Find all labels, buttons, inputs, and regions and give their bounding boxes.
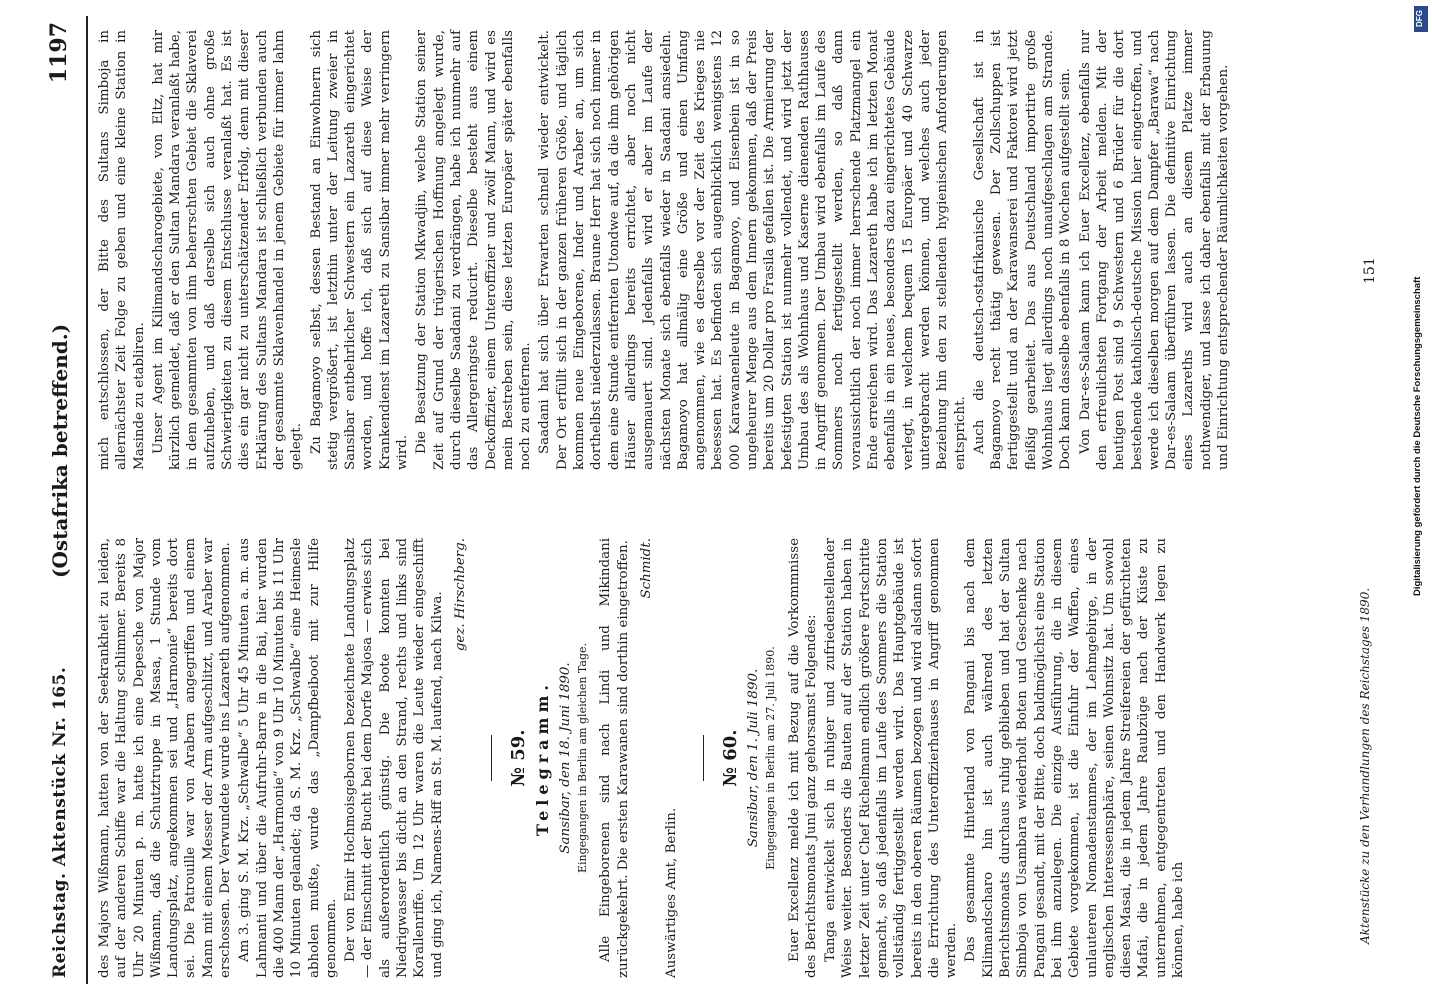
paragraph: Das gesammte Hinterland von Pangani bis nach dem Kilimandscharo hin ist auch während des letzten Berichtsmonats durchaus ruhig geblieben und hat der Sultan Simboja von Usambara wiederholt Boten und Geschenke nach Pangani gesandt, mit der Bitte, doch baldmöglichst eine Station bei ihm anzulegen. Die einzige Ausführung, die in diesem Gebiete vorgekommen, ist die Einfuhr der Waffen, eines unlauteren Nomadenstammes, der im Lehmgebirge, in der englischen Interessensphäre, seinen Wohnsitz hat. Um sowohl diesen Masai, die in jedem Jahre Streifereien der gefürchteten Mafai, die in jedem Jahre Raubzüge nach der Küste zu unternehmen, entgegentreten und den Handwerk legen zu können, habe ich (963, 538, 1187, 978)
header-left: Reichstag. Aktenstück Nr. 165. (50, 666, 70, 978)
paragraph: Auch die deutsch-ostafrikanische Gesellschaft ist in Bagamoyo recht thätig gewesen. Der Zollschuppen ist fertiggestellt und an der Karawanserei und Faktorei wird jetzt fleißig gearbeitet. Das aus Deutschland importirte große Wohnhaus liegt allerdings noch unaufgeschlagen am Strande. Doch kann dasselbe ebenfalls in 8 Wochen aufgestellt sein. (971, 30, 1074, 470)
dfg-logo-icon: DFG (1414, 6, 1428, 32)
column-left (96, 538, 1189, 978)
received-note: Eingegangen in Berlin am 27. Juli 1890. (764, 646, 778, 870)
paragraph: Tanga entwickelt sich in ruhiger und zufriedenstellender Weise weiter. Besonders die Bauten auf der Station haben in letzter Zeit unter Chef Richelmann endlich größere Fortschritte gemacht, so daß jedenfalls im Laufe des Sommers die Station vollständig fertiggestellt werden wird. Das Hauptgebäude ist bereits in den oberen Räumen bezogen und wird alsdann sofort die Errichtung des Unteroffizierhauses in Angriff genommen werden. (823, 538, 960, 978)
page-header (40, 16, 86, 984)
paragraph: Alle Eingeborenen sind nach Lindi und Mikindani zurückgekehrt. Die ersten Karawanen sind dorthin eingetroffen. (598, 538, 631, 978)
document-page (40, 16, 1400, 984)
sheet-number: 151 (1362, 257, 1378, 284)
paragraph: Zu Bagamoyo selbst, dessen Bestand an Einwohnern sich stetig vergrößert, ist letzthin unter der Leitung zweier in Sansibar entbehrlicher Schwestern ein Lazareth eingerichtet worden, und hoffe ich, daß sich auf diese Weise der Krankendienst im Lazareth zu Sansibar immer mehr verringern wird. (308, 30, 411, 470)
paragraph: Am 3. ging S. M. Krz. „Schwalbe“ 5 Uhr 45 Minuten a. m. aus Lahmanti und über die Aufruhr-Barre in die Bai, hier wurden die 400 Mann der „Harmonie“ von 9 Uhr 10 Minuten bis 11 Uhr 10 Minuten gelandet; da S. M. Krz. „Schwalbe“ eine Heimesle abholen mußte, wurde das „Dampfbeiboot mit zur Hilfe genommen. (237, 538, 339, 978)
credit-text: Digitalisierung gefördert durch die Deutsche Forschungsgemeinschaft (1412, 276, 1423, 596)
paragraph: des Majors Wißmann, hatten von der Seekrankheit zu leiden, auf der anderen Schiffe war die Haltung schlimmer. Bereits 8 Uhr 20 Minuten p. m. hatte ich eine Depesche von Major Wißmann, daß die Schutztruppe in Msasa, 1 Stunde vom Landungsplatz, angekommen sei und „Harmonie“ bereits dort sei. Die Patrouille war von Arabern angegriffen und einem Mann mit einem Messer der Arm aufgeschlitzt, und Araber war erschossen. Der Verwundete wurde ins Lazareth aufgenommen. (97, 538, 234, 978)
place-date: Sansibar, den 1. Juli 1890. (745, 668, 761, 848)
paragraph: Von Dar-es-Salaam kann ich Euer Excellenz, ebenfalls nur den erfreulichsten Fortgang der Arbeit melden. Mit der heutigen Post sind 9 Schwestern und 6 Brüder für die dort bestehende katholisch-deutsche Mission hier eingetroffen, und werde ich dieselben morgen auf dem Dampfer „Barawa“ nach Dar-es-Salaam überführen lassen. Die definitive Einrichtung eines Lazareths wird auch an diesem Platze immer nothwendiger, und lasse ich daher ebenfalls mit der Erbauung und Einrichtung entsprechender Räumlichkeiten vorgehen. (1077, 30, 1231, 470)
section-divider (491, 735, 492, 781)
paragraph: Euer Excellenz melde ich mit Bezug auf die Vorkommnisse des Berichtsmonats Juni ganz gehorsamst Folgendes: (786, 538, 819, 978)
addressee: Auswärtiges Amt, Berlin. (664, 807, 680, 978)
paragraph: Saadani hat sich über Erwarten schnell wieder entwickelt. Der Ort erfüllt sich in der ganzen früheren Größe, und täglich kommen neue Eingeborene, Inder und Araber an, um sich dorthelbst niederzulassen. Braune Herr hat sich noch immer in dem eine Stunde entfernten Utondwe auf, da die ihm gehörigen Häuser allerdings bereits errichtet, aber noch nicht ausgemauert sind. Jedenfalls wird er aber im Laufe der nächsten Monate sich ebenfalls wieder in Saadani ansiedeln. Bagamoyo hat allmälig eine Größe und einen Umfang angenommen, wie es derselbe vor der Zeit des Krieges nie besessen hat. Es befinden sich augenblicklich wenigstens 12 000 Karawanenleute in Bagamoyo, und Eisenbein ist in so ungeheurer Menge aus dem Innern gekommen, daß der Preis bereits um 20 Dollar pro Frasila gefallen ist. Die Armierung der befestigten Station ist nunmehr vollendet, und wird jetzt der Umbau des als Wohnhaus und Kaserne dienenden Rathhauses in Angriff genommen. Der Umbau wird ebenfalls im Laufe des Sommers noch fertiggestellt werden, so daß dann voraussichtlich der noch immer herrschende Platzmangel ein Ende erreichen wird. Das Lazareth habe ich im letzten Monat ebenfalls in ein neues, besonders dazu eingerichtetes Gebäude verlegt, in welchem bequem 15 Europäer und 40 Schwarze untergebracht werden können, und welches auch jeder Beziehung hin den zu stellenden hygienischen Anforderungen entspricht. (537, 30, 968, 470)
paragraph: mich entschlossen, der Bitte des Sultans Simboja in allernächster Zeit Folge zu geben und eine kleine Station in Masinde zu etabliren. (97, 30, 147, 470)
paragraph: Die Besatzung der Station Mkwadjin, welche Station seiner Zeit auf Grund der trügerischen Hoffnung angelegt wurde, durch dieselbe Saadani zu verdrängen, habe ich nunmehr auf das Allergeringste reducirt. Dieselbe besteht aus einem Deckoffizier, einem Unteroffizier und zwölf Mann, und wird es mein Bestreben sein, diese letzten Europäer später ebenfalls noch zu entfernen. (414, 30, 534, 470)
footer-note: Aktenstücke zu den Verhandlungen des Reichstages 1890. (1358, 587, 1372, 944)
section-divider (703, 735, 704, 781)
place-date: Sansibar, den 18. Juni 1890. (557, 662, 573, 854)
paragraph: Der von Emir Hochmoisgebornen bezeichnete Landungsplatz — der Einschnitt der Bucht bei dem Dorfe Majosa — erwies sich als außerordentlich günstig. Die Boote konnten bei Niedrigwasser bis dicht an den Strand, rechts und links sind Korallenriffe. Um 12 Uhr waren die Leute wieder eingeschifft und ging ich, Namens-Riff an St. M. laufend, nach Kilwa. (343, 538, 445, 978)
rotated-page-content (40, 16, 1400, 984)
header-middle: (Ostafrika betreffend.) (48, 323, 72, 578)
telegram-heading: Telegramm. (532, 680, 552, 836)
column-right (96, 30, 1234, 470)
paragraph: Unser Agent im Kilimandscharogebiete, von Eltz, hat mir kürzlich gemeldet, daß er den Sultan Mandara veranlaßt habe, in dem gesammten von ihm beherrschten Gebiet die Sklaverei aufzuheben, und daß derselbe sich auch ohne große Schwierigkeiten zu diesem Entschlusse veranlaßt hat. Es ist dies ein gar nicht zu unterschätzender Erfolg, denn mit dieser Erklärung des Sultans Mandara ist schließlich verbunden auch der gesammte Sklavenhandel in jenem Gebiete für immer lahm gelegt. (150, 30, 305, 470)
document-number: № 59. (508, 729, 530, 787)
document-number: № 60. (719, 729, 741, 787)
signature: gez. Hirschberg. (452, 538, 468, 652)
digitization-credit (1412, 36, 1426, 596)
signature: Schmidt. (639, 538, 655, 599)
header-rule (86, 16, 88, 984)
received-note: Eingegangen in Berlin am gleichen Tage. (576, 642, 590, 874)
page-number: 1197 (46, 22, 72, 84)
